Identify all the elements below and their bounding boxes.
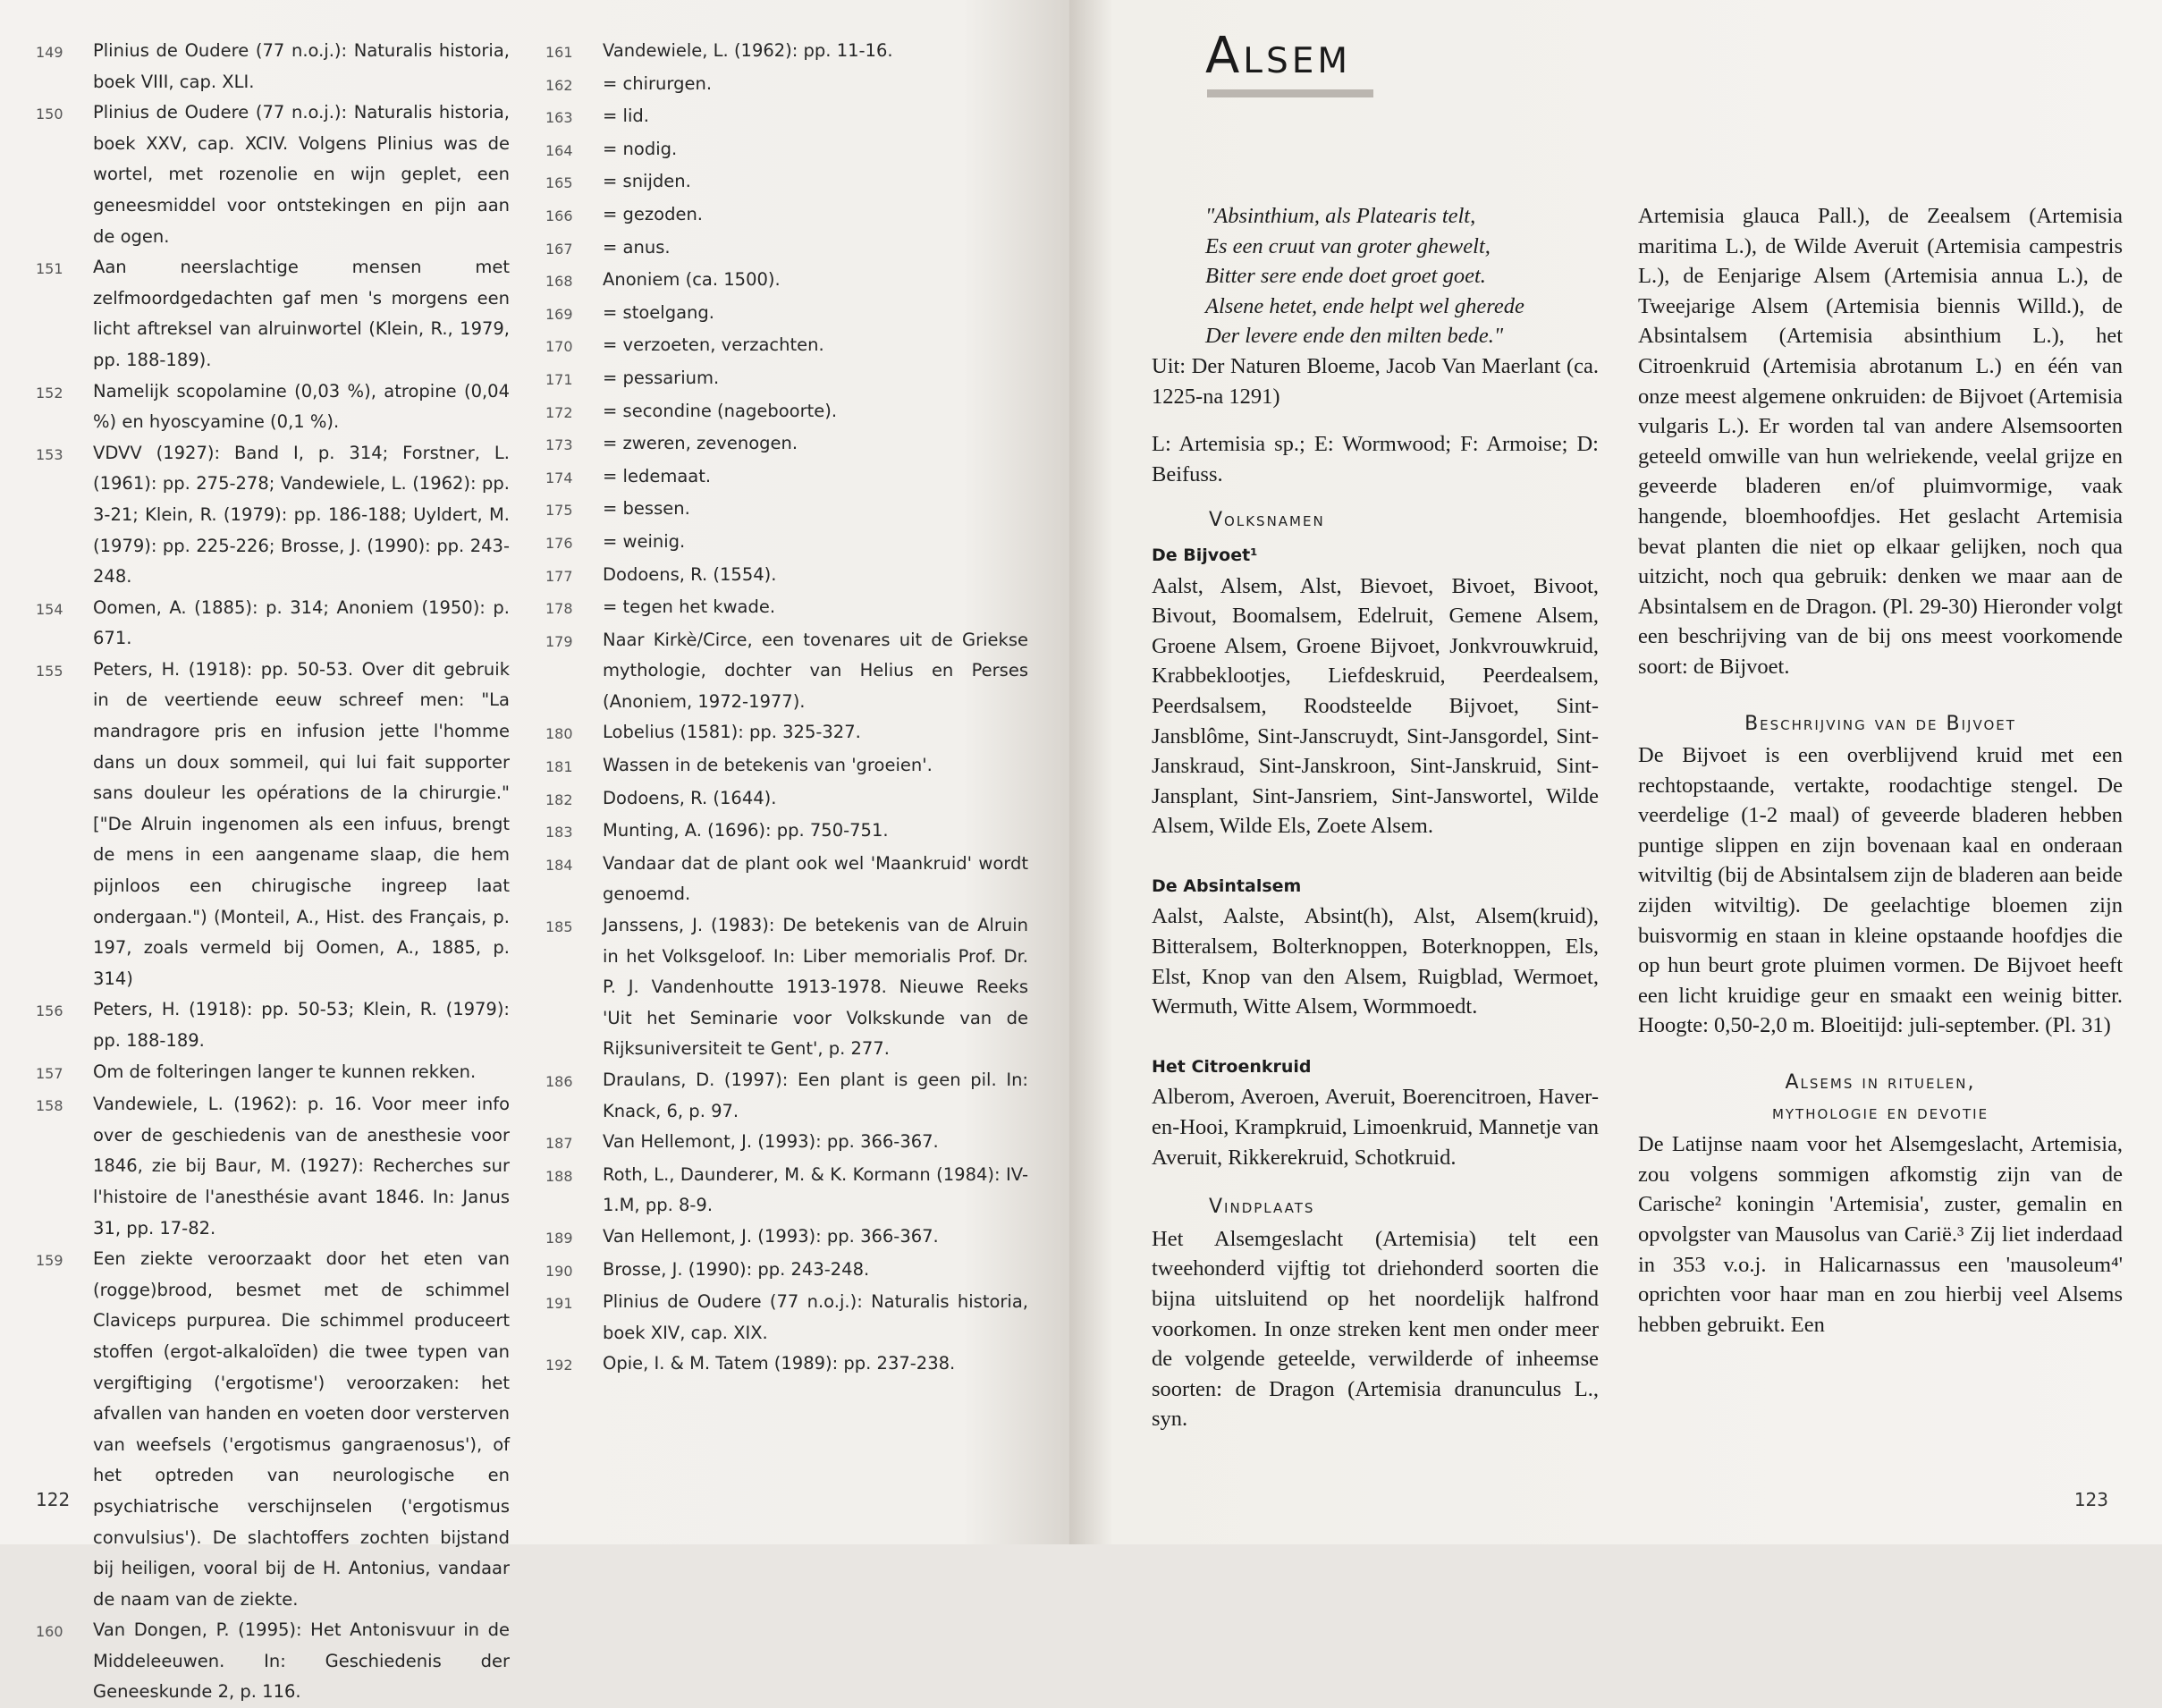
beschrijving-text: De Bijvoet is een overblijvend kruid met een rechtopstaande, vertakte, roodachtige stengel. De veerdelige (1-2 maal) of geveerde bladeren hebben puntige slippen en zijn bovenaan kaal en onderaan witviltig (bij de Absintalsem zijn de bladeren aan beide zijden witviltig). De geelachtige bloemen zijn buisvormig en staan in kleine opstaande hoofdjes die op hun beurt grote pluimen vormen. De Bijvoet heeft een licht kruidige geur en smaakt een weinig bitter. Hoogte: 0,50-2,0 m. Bloeitijd: juli-september. (Pl. 31) (1638, 743, 2123, 1038)
footnote-number: 153 (36, 445, 63, 463)
section-heading-vindplaats: Vindplaats (1209, 1196, 1315, 1219)
footnote-number: 177 (545, 567, 573, 585)
footnote-text: Aan neerslachtige mensen met zelfmoordgedachten gaf men 's morgens een licht aftreksel van alruinwortel (Klein, R., 1979, pp. 188-189). (93, 257, 510, 370)
section-heading-rituelen-1: Alsems in rituelen, (1785, 1071, 1976, 1095)
footnote-text: Peters, H. (1918): pp. 50-53; Klein, R. (1979): pp. 188-189. (93, 999, 510, 1051)
footnote-number: 169 (545, 305, 573, 323)
footnote-number: 167 (545, 240, 573, 258)
footnote (36, 1057, 510, 1090)
footnote-text: = nodig. (603, 138, 678, 159)
poem-line: "Absinthium, als Platearis telt, (1205, 204, 1476, 228)
footnote-text: = snijden. (603, 171, 691, 192)
footnote-number: 170 (545, 338, 573, 356)
title-underline-bar (1207, 89, 1373, 97)
text-column-1 (1152, 201, 1599, 1434)
footnote (545, 166, 1028, 199)
footnote-text: = lid. (603, 106, 649, 127)
footnote-number: 172 (545, 403, 573, 421)
footnote-number: 161 (545, 44, 573, 61)
poem-line: Alsene hetet, ende helpt wel gherede (1205, 293, 1524, 318)
footnote (545, 363, 1028, 396)
species-text: Artemisia glauca Pall.), de Zeealsem (Artemisia maritima L.), de Wilde Averuit (Artemisia campestris L.), de Eenjarige Alsem (Artemisia annua L.), de Tweejarige Alsem (Artemisia biennis Willd.), de Absintalsem (Artemisia absinthium L.), het Citroenkruid (Artemisia abrotanum L.) en één van onze meest algemene onkruiden: de Bijvoet (Artemisia vulgaris L.). Er worden tal van andere Alsemsoorten geteeld omwille van hun welriekende, veelal grijze en geveerde bladeren en/of pluimvormige, vaak hangende, bloemhoofdjes. Het geslacht Artemisia bevat planten die niet op elkaar gelijken, noch qua uitzicht, noch qua gebruik: denken we maar aan de Absintalsem en de Dragon. (Pl. 29-30) Hieronder volgt een beschrijving van de bij ons meest voorkomende soort: de Bijvoet. (1638, 204, 2123, 679)
footnote (36, 438, 510, 593)
footnote-text: Vandaar dat de plant ook wel 'Maankruid' wordt genoemd. (603, 852, 1028, 905)
footnote (545, 1065, 1028, 1127)
footnote (545, 560, 1028, 593)
footnote-number: 175 (545, 502, 573, 520)
footnote-text: VDVV (1927): Band I, p. 314; Forstner, L. (1961): pp. 275-278; Vandewiele, L. (1962): pp. 3-21; Klein, R. (1979): pp. 186-188; Uyldert, M. (1979): pp. 225-226; Brosse, J. (1990): pp. 243-248. (93, 442, 510, 588)
footnote (545, 134, 1028, 167)
footnote-number: 162 (545, 76, 573, 94)
footnote-number: 174 (545, 469, 573, 486)
footnote-text: Brosse, J. (1990): pp. 243-248. (603, 1258, 870, 1280)
poem-line: Der levere ende den milten bede." (1205, 324, 1504, 349)
section-heading-rituelen-2: mythologie en devotie (1771, 1101, 1989, 1124)
footnote (545, 849, 1028, 910)
footnote (545, 461, 1028, 495)
subheading-bijvoet: De Bijvoet¹ (1152, 545, 1258, 565)
footnote (545, 910, 1028, 1065)
footnote-text: Vandewiele, L. (1962): pp. 11-16. (603, 40, 893, 61)
footnote (545, 298, 1028, 331)
footnote (545, 396, 1028, 429)
footnote (545, 36, 1028, 69)
footnote (545, 330, 1028, 363)
footnote (545, 816, 1028, 849)
footnote-text: Janssens, J. (1983): De betekenis van de Alruin in het Volksgeloof. In: Liber memorialis Prof. Dr. P. J. Vandenhoutte 1913-1978. Nieuwe Reeks 'Uit het Seminarie voor Volkskunde van de Rijksuniversiteit te Gent', p. 277. (603, 915, 1028, 1060)
poem-source: Uit: Der Naturen Bloeme, Jacob Van Maerlant (ca. 1225-na 1291) (1152, 353, 1599, 409)
footnote-number: 154 (36, 600, 63, 618)
footnote-number: 173 (545, 436, 573, 454)
footnote-text: = chirurgen. (603, 72, 713, 94)
footnote-number: 188 (545, 1167, 573, 1185)
footnote-text: Plinius de Oudere (77 n.o.j.): Naturalis historia, boek XIV, cap. XIX. (603, 1291, 1028, 1343)
section-heading-volksnamen: Volksnamen (1209, 509, 1325, 532)
footnote-number: 189 (545, 1229, 573, 1247)
footnote-number: 163 (545, 109, 573, 127)
footnote-number: 159 (36, 1252, 63, 1270)
footnote (545, 69, 1028, 102)
footnote (36, 1615, 510, 1708)
footnote-text: Plinius de Oudere (77 n.o.j.): Naturalis historia, boek VIII, cap. XLI. (93, 40, 510, 92)
footnote (545, 527, 1028, 560)
footnote (545, 1255, 1028, 1288)
poem-line: Bitter sere ende doet groet goet. (1205, 264, 1486, 289)
footnote (545, 1287, 1028, 1349)
page-number-left: 122 (36, 1489, 71, 1510)
footnote-number: 157 (36, 1064, 63, 1082)
footnote-number: 158 (36, 1097, 63, 1115)
footnote-text: Peters, H. (1918): pp. 50-53. Over dit gebruik in de veertiende eeuw schreef men: "La mandragore pris en infusion jette l'homme dans un doux sommeil, qui lui fait supporter sans douleur les opérations de la chirurgie." ["De Alruin ingenomen als een infuus, brengt de mens in een aangename slaap, die hem pijnloos een chirugische ingreep laat ondergaan.") (Monteil, A., Hist. des Français, p. 197, zoals vermeld bij Oomen, A., 1885, p. 314) (93, 658, 510, 989)
footnote-text: Opie, I. & M. Tatem (1989): pp. 237-238. (603, 1353, 956, 1374)
footnote-text: Vandewiele, L. (1962): p. 16. Voor meer info over de geschiedenis van de anesthesie voor 1846, zie bij Baur, M. (1927): Recherches sur l'histoire de l'anesthésie avant 1846. In: Janus 31, pp. 17-82. (93, 1094, 510, 1239)
footnote-text: Draulans, D. (1997): Een plant is geen pil. In: Knack, 6, p. 97. (603, 1070, 1028, 1121)
notes-column-1 (36, 36, 510, 1708)
footnote-text: Plinius de Oudere (77 n.o.j.): Naturalis historia, boek XXV, cap. XCIV. Volgens Plinius was de wortel, met rozenolie en wijn geplet, een geneesmiddel voor ontstekingen en pijn aan de ogen. (93, 102, 510, 247)
footnote-text: Van Dongen, P. (1995): Het Antonisvuur in de Middeleeuwen. In: Geschiedenis der Geneeskunde 2, p. 116. (93, 1619, 510, 1703)
poem-quote (1205, 201, 1599, 351)
footnote (36, 252, 510, 376)
section-heading-beschrijving: Beschrijving van de Bijvoet (1744, 712, 2016, 735)
poem-line: Es een cruut van groter ghewelt, (1205, 233, 1491, 258)
footnote (36, 36, 510, 97)
notes-column-2 (545, 36, 1028, 1382)
footnote-text: = zweren, zevenogen. (603, 433, 798, 454)
footnote-text: Een ziekte veroorzaakt door het eten van (rogge)brood, besmet met de schimmel Claviceps purpurea. Die schimmel produceert stoffen (ergot-alkaloïden) die twee typen van vergiftiging ('ergotisme') veroorzaken: het afvallen van handen en voeten door versterven van weefsels ('ergotismus gangraenosus'), of het optreden van neurologische en psychiatrische verschijnselen ('ergotismus convulsius'). De slachtoffers zochten bijstand bij heiligen, vooral bij de H. Antonius, vandaar de naam van de ziekte. (93, 1248, 510, 1610)
footnote-text: = secondine (nageboorte). (603, 400, 838, 421)
footnote (545, 592, 1028, 625)
vindplaats-text: Het Alsemgeslacht (Artemisia) telt een tweehonderd vijftig tot driehonderd soorten die bijna uitsluitend op het noordelijk halfrond voorkomen. In onze streken kent men onder meer de volgende geteelde, verwilderde of inheemse soorten: de Dragon (Artemisia dranunculus L., syn. (1152, 1226, 1599, 1432)
footnote (36, 376, 510, 438)
footnote (36, 1089, 510, 1244)
footnote-number: 150 (36, 106, 63, 123)
footnote-number: 191 (545, 1295, 573, 1313)
footnote-text: = ledemaat. (603, 465, 712, 486)
footnote-number: 156 (36, 1002, 63, 1020)
footnote-text: Van Hellemont, J. (1993): pp. 366-367. (603, 1131, 939, 1153)
footnote (545, 750, 1028, 783)
footnote (545, 199, 1028, 233)
footnote-number: 164 (545, 141, 573, 159)
page-number-right: 123 (2073, 1489, 2108, 1510)
footnote-number: 155 (36, 662, 63, 680)
footnote-number: 184 (545, 856, 573, 874)
footnote-text: Lobelius (1581): pp. 325-327. (603, 722, 861, 743)
footnote-number: 190 (545, 1262, 573, 1280)
footnote-number: 166 (545, 207, 573, 224)
footnote-number: 182 (545, 791, 573, 808)
footnote (36, 593, 510, 655)
footnote-text: Wassen in de betekenis van 'groeien'. (603, 755, 933, 776)
subheading-citroenkruid: Het Citroenkruid (1152, 1056, 1312, 1077)
subheading-absintalsem: De Absintalsem (1152, 875, 1302, 896)
footnote-number: 168 (545, 273, 573, 291)
footnote (545, 717, 1028, 750)
footnote-text: = gezoden. (603, 203, 704, 224)
footnote-number: 192 (545, 1357, 573, 1374)
footnote (545, 101, 1028, 134)
footnote-number: 151 (36, 260, 63, 278)
footnote-text: Anoniem (ca. 1500). (603, 269, 781, 291)
footnote-text: = bessen. (603, 498, 690, 520)
footnote (36, 655, 510, 995)
footnote (36, 97, 510, 252)
footnote (545, 1349, 1028, 1382)
footnote-text: Namelijk scopolamine (0,03 %), atropine (0,04 %) en hyoscyamine (0,1 %). (93, 380, 510, 433)
footnote-number: 181 (545, 758, 573, 776)
footnote-text: = weinig. (603, 530, 686, 552)
footnote-text: Om de folteringen langer te kunnen rekken. (93, 1061, 477, 1082)
footnote-number: 187 (545, 1135, 573, 1153)
absintalsem-names: Aalst, Aalste, Absint(h), Alst, Alsem(kruid), Bitteralsem, Bolterknoppen, Boterknoppen, Els, Elst, Knop van den Alsem, Ruigblad, Wermoet, Wermuth, Witte Alsem, Wormmoedt. (1152, 904, 1599, 1019)
footnote-number: 176 (545, 534, 573, 552)
footnote (545, 233, 1028, 266)
footnote-text: Van Hellemont, J. (1993): pp. 366-367. (603, 1225, 939, 1247)
footnote-text: = tegen het kwade. (603, 596, 776, 618)
footnote-text: Munting, A. (1696): pp. 750-751. (603, 820, 889, 841)
footnote-text: = stoelgang. (603, 301, 714, 323)
footnote (545, 783, 1028, 816)
text-column-2 (1638, 201, 2123, 1340)
footnote (545, 428, 1028, 461)
footnote-number: 171 (545, 370, 573, 388)
footnote-text: Oomen, A. (1885): p. 314; Anoniem (1950): p. 671. (93, 596, 510, 649)
footnote (36, 1244, 510, 1615)
footnote-number: 160 (36, 1623, 63, 1641)
footnote-number: 149 (36, 44, 63, 61)
footnote-number: 179 (545, 632, 573, 650)
right-page (1069, 0, 2162, 1544)
footnote-text: Roth, L., Daunderer, M. & K. Kormann (1984): IV-1.M, pp. 8-9. (603, 1163, 1028, 1216)
footnote-text: Dodoens, R. (1554). (603, 563, 777, 585)
footnote (545, 1222, 1028, 1255)
footnote (545, 494, 1028, 527)
footnote-number: 185 (545, 918, 573, 936)
language-names: L: Artemisia sp.; E: Wormwood; F: Armoise; D: Beifuss. (1152, 432, 1599, 486)
footnote-text: = anus. (603, 236, 671, 258)
left-page (0, 0, 1069, 1703)
footnote (545, 265, 1028, 298)
footnote-number: 178 (545, 600, 573, 618)
footnote-number: 152 (36, 384, 63, 402)
bijvoet-names: Aalst, Alsem, Alst, Bievoet, Bivoet, Bivoot, Bivout, Boomalsem, Edelruit, Gemene Alsem, Groene Alsem, Groene Bijvoet, Jonkvrouwkruid, Krabbeklootjes, Liefdeskruid, Peerdealsem, Peerdsalsem, Roodsteelde Bijvoet, Sint-Jansblôme, Sint-Janscruydt, Sint-Jansgordel, Sint-Janskraud, Sint-Janskroon, Sint-Janskruid, Sint-Jansplant, Sint-Jansriem, Sint-Janswortel, Wilde Alsem, Wilde Els, Zoete Alsem. (1152, 573, 1599, 839)
footnote-text: Dodoens, R. (1644). (603, 787, 777, 808)
footnote-text: Naar Kirkè/Circe, een tovenares uit de Griekse mythologie, dochter van Helius en Perses (Anoniem, 1972-1977). (603, 629, 1028, 712)
footnote-text: = verzoeten, verzachten. (603, 334, 824, 356)
footnote (545, 1160, 1028, 1222)
footnote (545, 625, 1028, 718)
footnote-number: 183 (545, 824, 573, 841)
rituelen-text: De Latijnse naam voor het Alsemgeslacht, Artemisia, zou volgens sommigen afkomstig zijn van de Carische² koningin 'Artemisia', zuster, gemalin en opvolgster van Mausolus van Carië.³ Zij liet inderdaad in 353 v.o.j. in Halicarnassus een 'mausoleum⁴' oprichten voor haar man en zou hierbij veel Alsems hebben gebruikt. Een (1638, 1132, 2123, 1337)
footnote-number: 186 (545, 1073, 573, 1090)
footnote (36, 994, 510, 1056)
citroenkruid-names: Alberom, Averoen, Averuit, Boerencitroen, Haver-en-Hooi, Krampkruid, Limoenkruid, Mannetje van Averuit, Rikkerekruid, Schotkruid. (1152, 1085, 1599, 1170)
chapter-title: Alsem (1205, 27, 1352, 85)
footnote-text: = pessarium. (603, 367, 720, 388)
footnote-number: 165 (545, 174, 573, 192)
footnote (545, 1127, 1028, 1160)
footnote-number: 180 (545, 725, 573, 743)
